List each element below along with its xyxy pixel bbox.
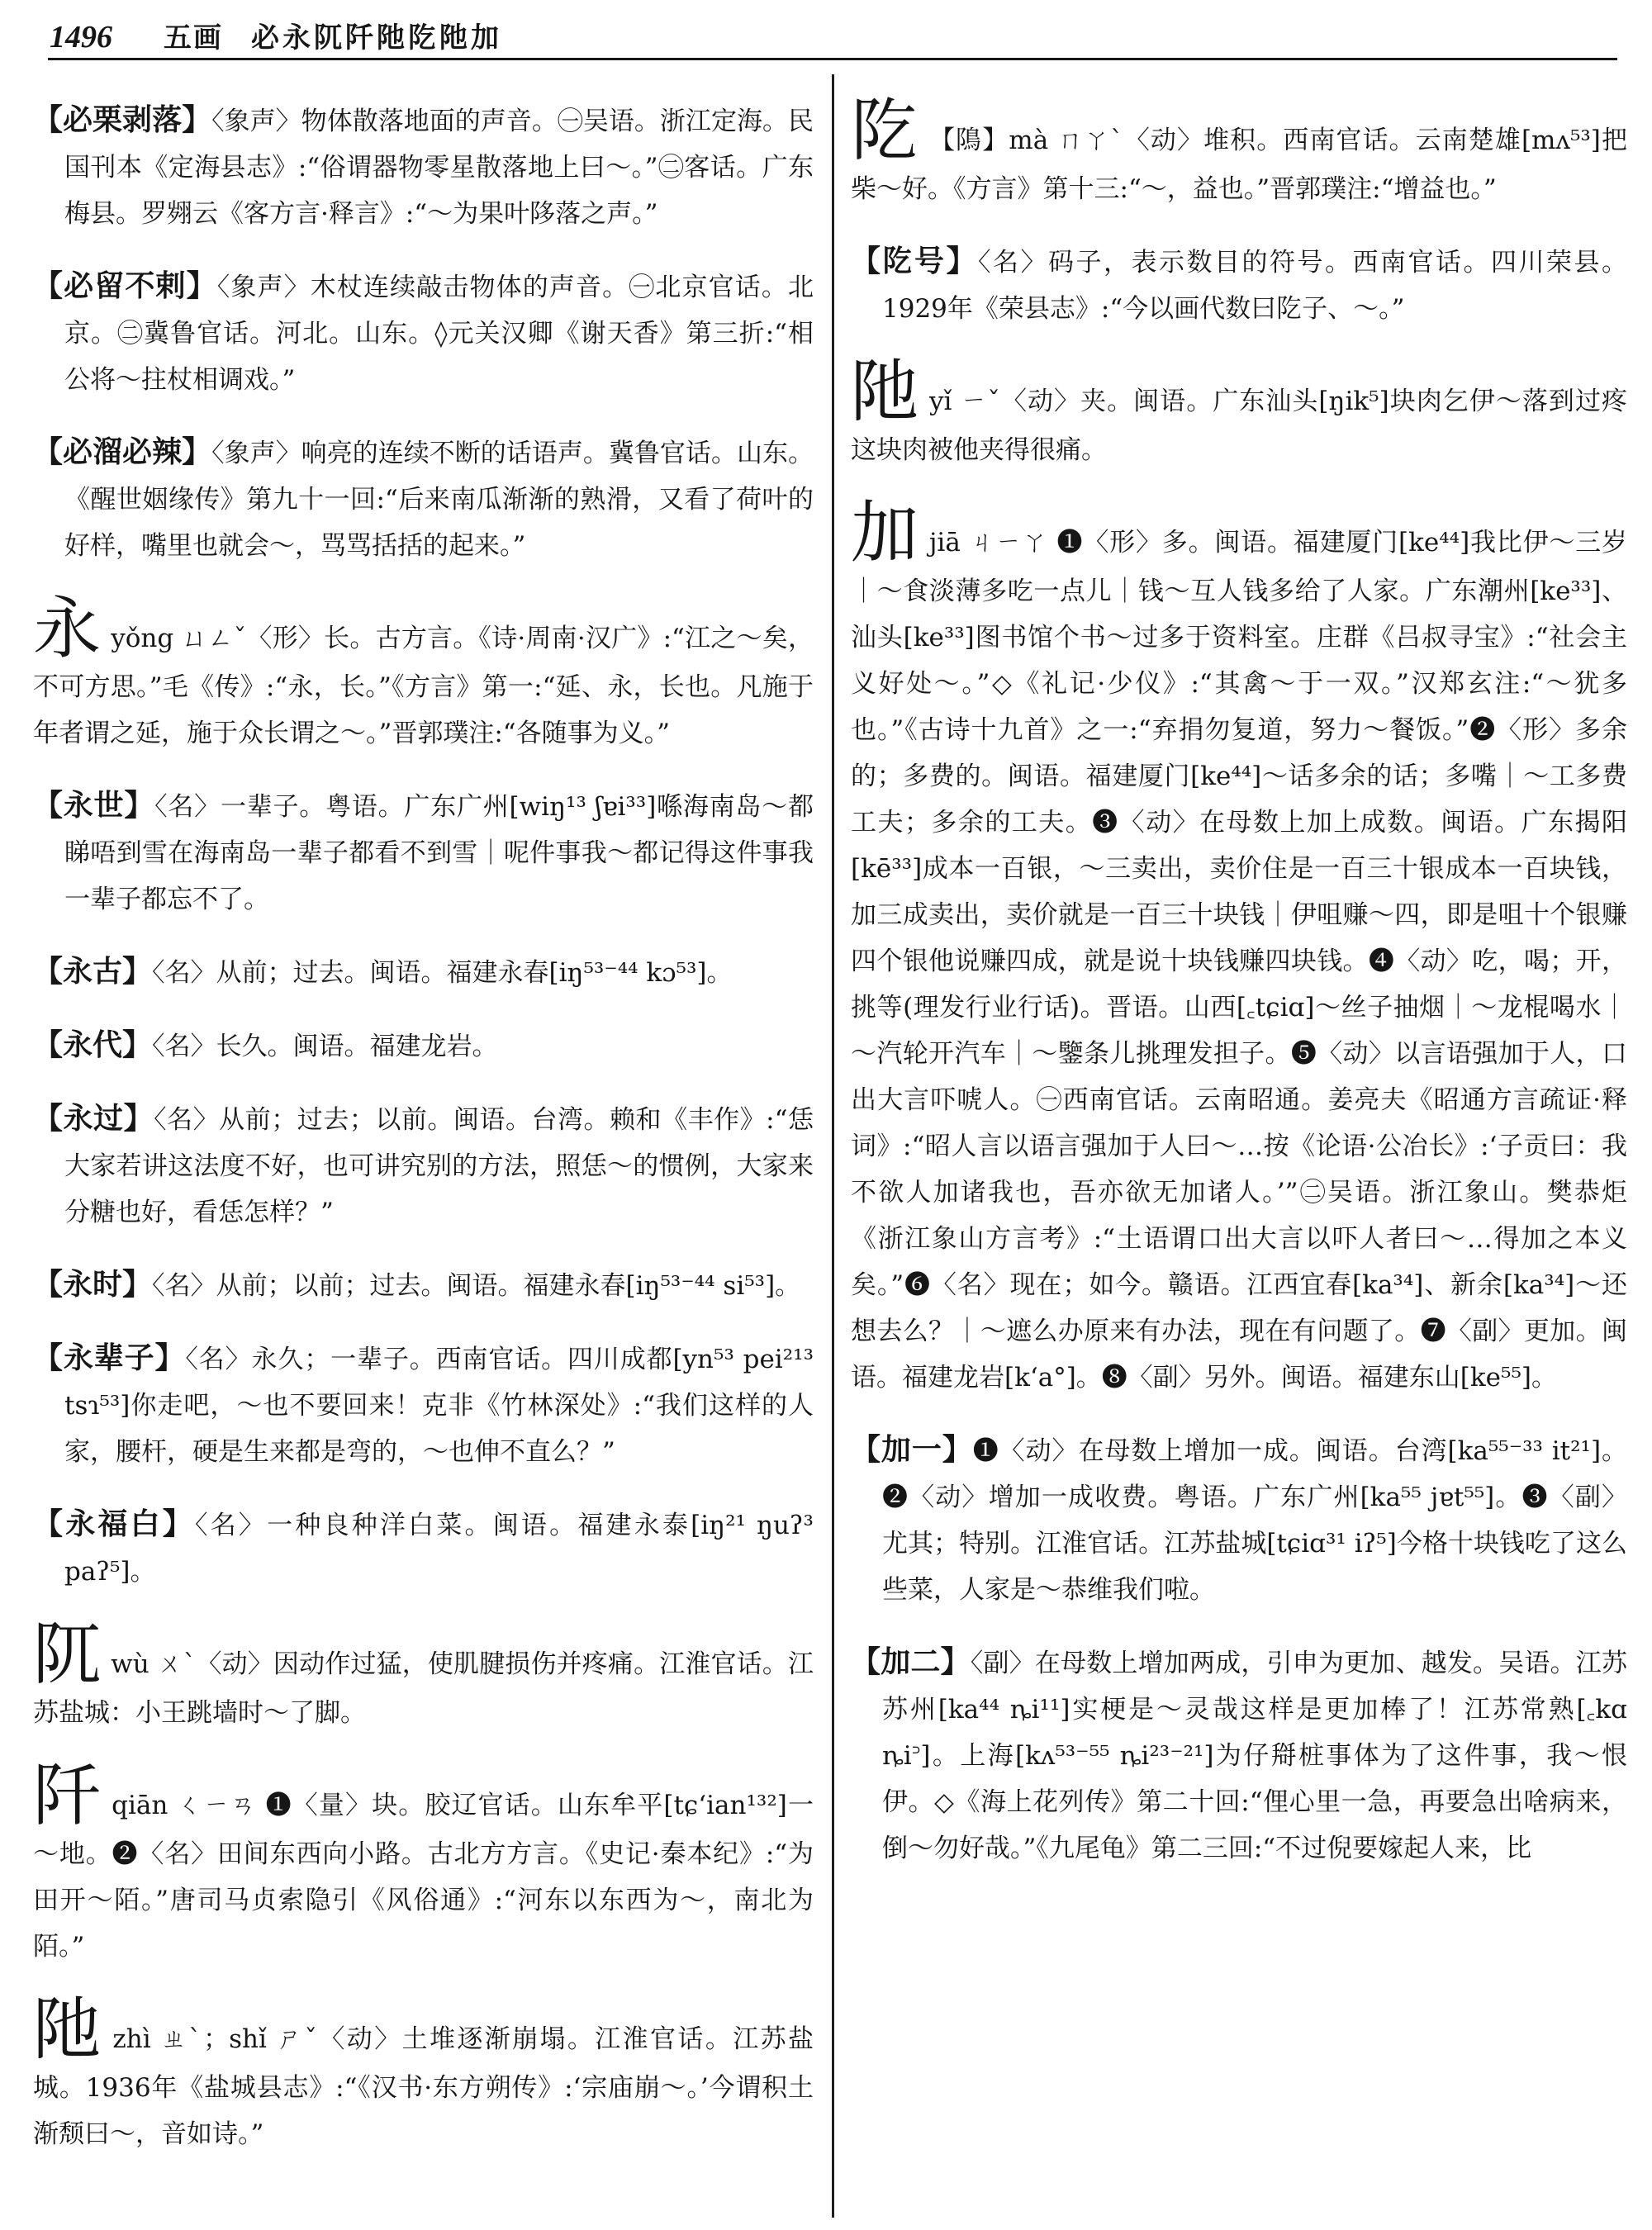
entry-wu [33, 1616, 814, 1736]
entry-body: 〈名〉从前；过去。闽语。福建永春[iŋ⁵³⁻⁴⁴ kɔ⁵³]。 [152, 958, 733, 988]
entry-body: yǐ ㄧˇ〈动〉夹。闽语。广东汕头[ŋik⁵]块肉乞伊～落到过疼这块肉被他夹得很痛。 [851, 387, 1627, 465]
entry-body: 〈名〉码子，表示数目的符号。西南官话。四川荣县。1929年《荣县志》:“今以画代数曰阣子、～。” [882, 248, 1627, 324]
entry-head: 【加一】 [851, 1432, 973, 1467]
entry-qian [33, 1757, 814, 1970]
entry-yong-guo [33, 1095, 814, 1236]
headword-character: 阤 [851, 353, 920, 431]
entry-body: 〈名〉永久；一辈子。西南官话。四川成都[yn⁵³ pei²¹³ tsɿ⁵³]你走吧，～也不要回来！克非《竹林深处》:“我们这样的人家，腰杆，硬是生来都是弯的，～也伸不直么？” [64, 1345, 814, 1467]
entry-head: 【永辈子】 [33, 1340, 186, 1375]
entry-body: 〈象声〉物体散落地面的声音。㊀吴语。浙江定海。民国刊本《定海县志》:“俗谓器物零星散落地上曰～。”㊁客话。广东梅县。罗翙云《客方言·释言》:“～为果叶陊落之声。” [64, 107, 814, 229]
entry-body: 〈名〉长久。闽语。福建龙岩。 [152, 1032, 498, 1061]
entry-body: wù ㄨˋ〈动〉因动作过猛，使肌腱损伤并疼痛。江淮官话。江苏盐城：小王跳墙时～了脚。 [33, 1649, 814, 1728]
entry-body: 〈名〉一辈子。粤语。广东广州[wiŋ¹³ ʃɐi³³]喺海南岛～都睇唔到雪在海南岛一辈子都看不到雪｜呢件事我～都记得这件事我一辈子都忘不了。 [64, 792, 814, 914]
entry-yong-dai [33, 1022, 814, 1070]
entry-yong-shi-2 [33, 1261, 814, 1309]
entry-body: jiā ㄐㄧㄚ ❶〈形〉多。闽语。福建厦门[ke⁴⁴]我比伊～三岁｜～食淡薄多吃一点儿｜钱～互人钱多给了人家。广东潮州[ke³³]、汕头[ke³³]图书馆个书～过多于资料室。庄群《吕叔寻宝》:“社会主义好处～。”◇《礼记·少仪》:“其禽～于一双。”汉郑玄注:“～犹多也。”《古诗十九首》之一:“弃捐勿复道，努力～餐饭。”❷〈形〉多余的；多费的。闽语。福建厦门[ke⁴⁴]～话多余的话；多嘴｜～工多费工夫；多余的工夫。❸〈动〉在母数上加上成数。闽语。广东揭阳[kē³³]成本一百银，～三卖出，卖价住是一百三十银成本一百块钱，加三成卖出，卖价就是一百三十块钱｜伊咀赚～四，即是咀十个银赚四个银他说赚四成，就是说十块钱赚四块钱。❹〈动〉吃，喝；开，挑等(理发行业行话)。晋语。山西[꜀tɕiɑ]～丝子抽烟｜～龙棍喝水｜～汽轮开汽车｜～鑒条儿挑理发担子。❺〈动〉以言语强加于人，口出大言吓唬人。㊀西南官话。云南昭通。姜亮夫《昭通方言疏证·释词》:“昭人言以语言强加于人曰～…按《论语·公冶长》:‘子贡曰：我不欲人加诸我也，吾亦欲无加诸人。’”㊁吴语。浙江象山。樊恭炬《浙江象山方言考》:“土语谓口出大言以吓人者曰～…得加之本义矣。”❻〈名〉现在；如今。赣语。江西宜春[ka³⁴]、新余[ka³⁴]～还想去么？｜～遮么办原来有办法，现在有问题了。❼〈副〉更加。闽语。福建龙岩[kʻa°]。❽〈副〉另外。闽语。福建东山[ke⁵⁵]。 [851, 528, 1627, 1393]
headword-character: 阣 [851, 92, 920, 170]
right-column [851, 71, 1627, 2218]
header-characters: 必永阢阡阤阣阤加 [251, 21, 502, 55]
entry-body: zhì ㄓˋ；shǐ ㄕˇ〈动〉土堆逐渐崩塌。江淮官话。江苏盐城。1936年《盐城县志》:“《汉书·东方朔传》:‘宗庙崩～。’今谓积土渐颓曰～，音如诗。” [33, 2024, 814, 2149]
entry-zhi [33, 1990, 814, 2157]
entry-head: 【永福白】 [33, 1506, 196, 1541]
entry-head: 【永时】 [33, 1267, 153, 1302]
entry-yong-fu-bai [33, 1501, 814, 1595]
entry-yong [33, 590, 814, 757]
entry-head: 【必留不剌】 [33, 268, 217, 303]
entry-head: 【永过】 [33, 1101, 154, 1136]
entry-head: 【永世】 [33, 788, 155, 823]
entry-ma-hao [851, 238, 1627, 332]
entry-head: 【阣号】 [851, 244, 978, 278]
entry-yong-shi [33, 782, 814, 923]
column-divider [832, 74, 834, 2218]
page-number: 1496 [50, 20, 112, 55]
entry-ma [851, 92, 1627, 212]
page-header [50, 15, 1619, 55]
entry-body: 【隝】mà ㄇㄚˋ〈动〉堆积。西南官话。云南楚雄[mʌ⁵³]把柴～好。《方言》第十三:“～，益也。”晋郭璞注:“增益也。” [851, 126, 1627, 204]
entry-body: 〈名〉从前；以前；过去。闽语。福建永春[iŋ⁵³⁻⁴⁴ si⁵³]。 [152, 1271, 801, 1301]
header-rule [48, 58, 1617, 60]
entry-head: 【必溜必辣】 [33, 434, 212, 469]
entry-head: 【永古】 [33, 954, 153, 989]
entry-bi-li-bao-luo [33, 97, 814, 237]
entry-jia-er [851, 1639, 1627, 1872]
entry-yi [851, 353, 1627, 473]
entry-body: 〈名〉一种良种洋白菜。闽语。福建永泰[iŋ²¹ ŋuʔ³ paʔ⁵]。 [64, 1511, 814, 1587]
entry-head: 【必栗剥落】 [33, 102, 212, 137]
entry-yong-gu [33, 948, 814, 996]
entry-body: yǒng ㄩㄥˇ〈形〉长。古方言。《诗·周南·汉广》:“江之～矣，不可方思。”毛《传》:“永，长。”《方言》第一:“延、永，长也。凡施于年者谓之延，施于众长谓之～。”晋郭璞注:“各随事为义。” [33, 624, 814, 748]
entry-jia-yi [851, 1426, 1627, 1613]
headword-character: 阢 [33, 1616, 102, 1694]
headword-character: 永 [33, 590, 102, 668]
section-title: 五画 [164, 21, 223, 55]
entry-bi-liu-bi-la [33, 429, 814, 569]
entry-head: 【永代】 [33, 1027, 153, 1062]
entry-bi-liu-bu-la [33, 263, 814, 403]
headword-character: 阡 [33, 1757, 102, 1835]
entry-body: 〈象声〉响亮的连续不断的话语声。冀鲁官话。山东。《醒世姻缘传》第九十一回:“后来南瓜渐渐的熟滑，又看了荷叶的好样，嘴里也就会～，骂骂括括的起来。” [64, 439, 814, 561]
entry-body: 〈名〉从前；过去；以前。闽语。台湾。赖和《丰作》:“恁大家若讲这法度不好，也可讲究别的方法，照恁～的惯例，大家来分糖也好，看恁怎样？” [64, 1105, 814, 1227]
entry-body: ❶〈动〉在母数上增加一成。闽语。台湾[ka⁵⁵⁻³³ it²¹]。❷〈动〉增加一成收费。粤语。广东广州[ka⁵⁵ jɐt⁵⁵]。❸〈副〉尤其；特别。江淮官话。江苏盐城[tɕiɑ³¹ iʔ⁵]今格十块钱吃了这么些菜，人家是～恭维我们啦。 [882, 1436, 1627, 1605]
headword-character: 加 [851, 494, 919, 572]
entry-yong-bei-zi [33, 1335, 814, 1475]
entry-body: qiān ㄑㄧㄢ ❶〈量〉块。胶辽官话。山东牟平[tɕʻian¹³²]一～地。❷〈名〉田间东西向小路。古北方方言。《史记·秦本纪》:“为田开～陌。”唐司马贞索隐引《风俗通》:“河东以东西为～，南北为陌。” [33, 1791, 814, 1962]
entry-body: 〈副〉在母数上增加两成，引申为更加、越发。吴语。江苏苏州[ka⁴⁴ ȵi¹¹]实梗是～灵哉这样是更加棒了！江苏常熟[꜀kɑ ȵi꜄]。上海[kʌ⁵³⁻⁵⁵ ȵi²³⁻²¹]为仔搿桩事体为了这件事，我～恨伊。◇《海上花列传》第二十回:“俚心里一急，再要急出啥病来，倒～勿好哉。”《九尾龟》第二三回:“不过倪要嫁起人来，比 [882, 1649, 1627, 1863]
headword-character: 阤 [33, 1990, 103, 2069]
left-column [33, 71, 814, 2218]
entry-head: 【加二】 [851, 1644, 971, 1679]
entry-body: 〈象声〉木杖连续敲击物体的声音。㊀北京官话。北京。㊁冀鲁官话。河北。山东。◊元关汉卿《谢天香》第三折:“相公将～拄杖相调戏。” [64, 273, 814, 395]
entry-jia [851, 494, 1627, 1401]
